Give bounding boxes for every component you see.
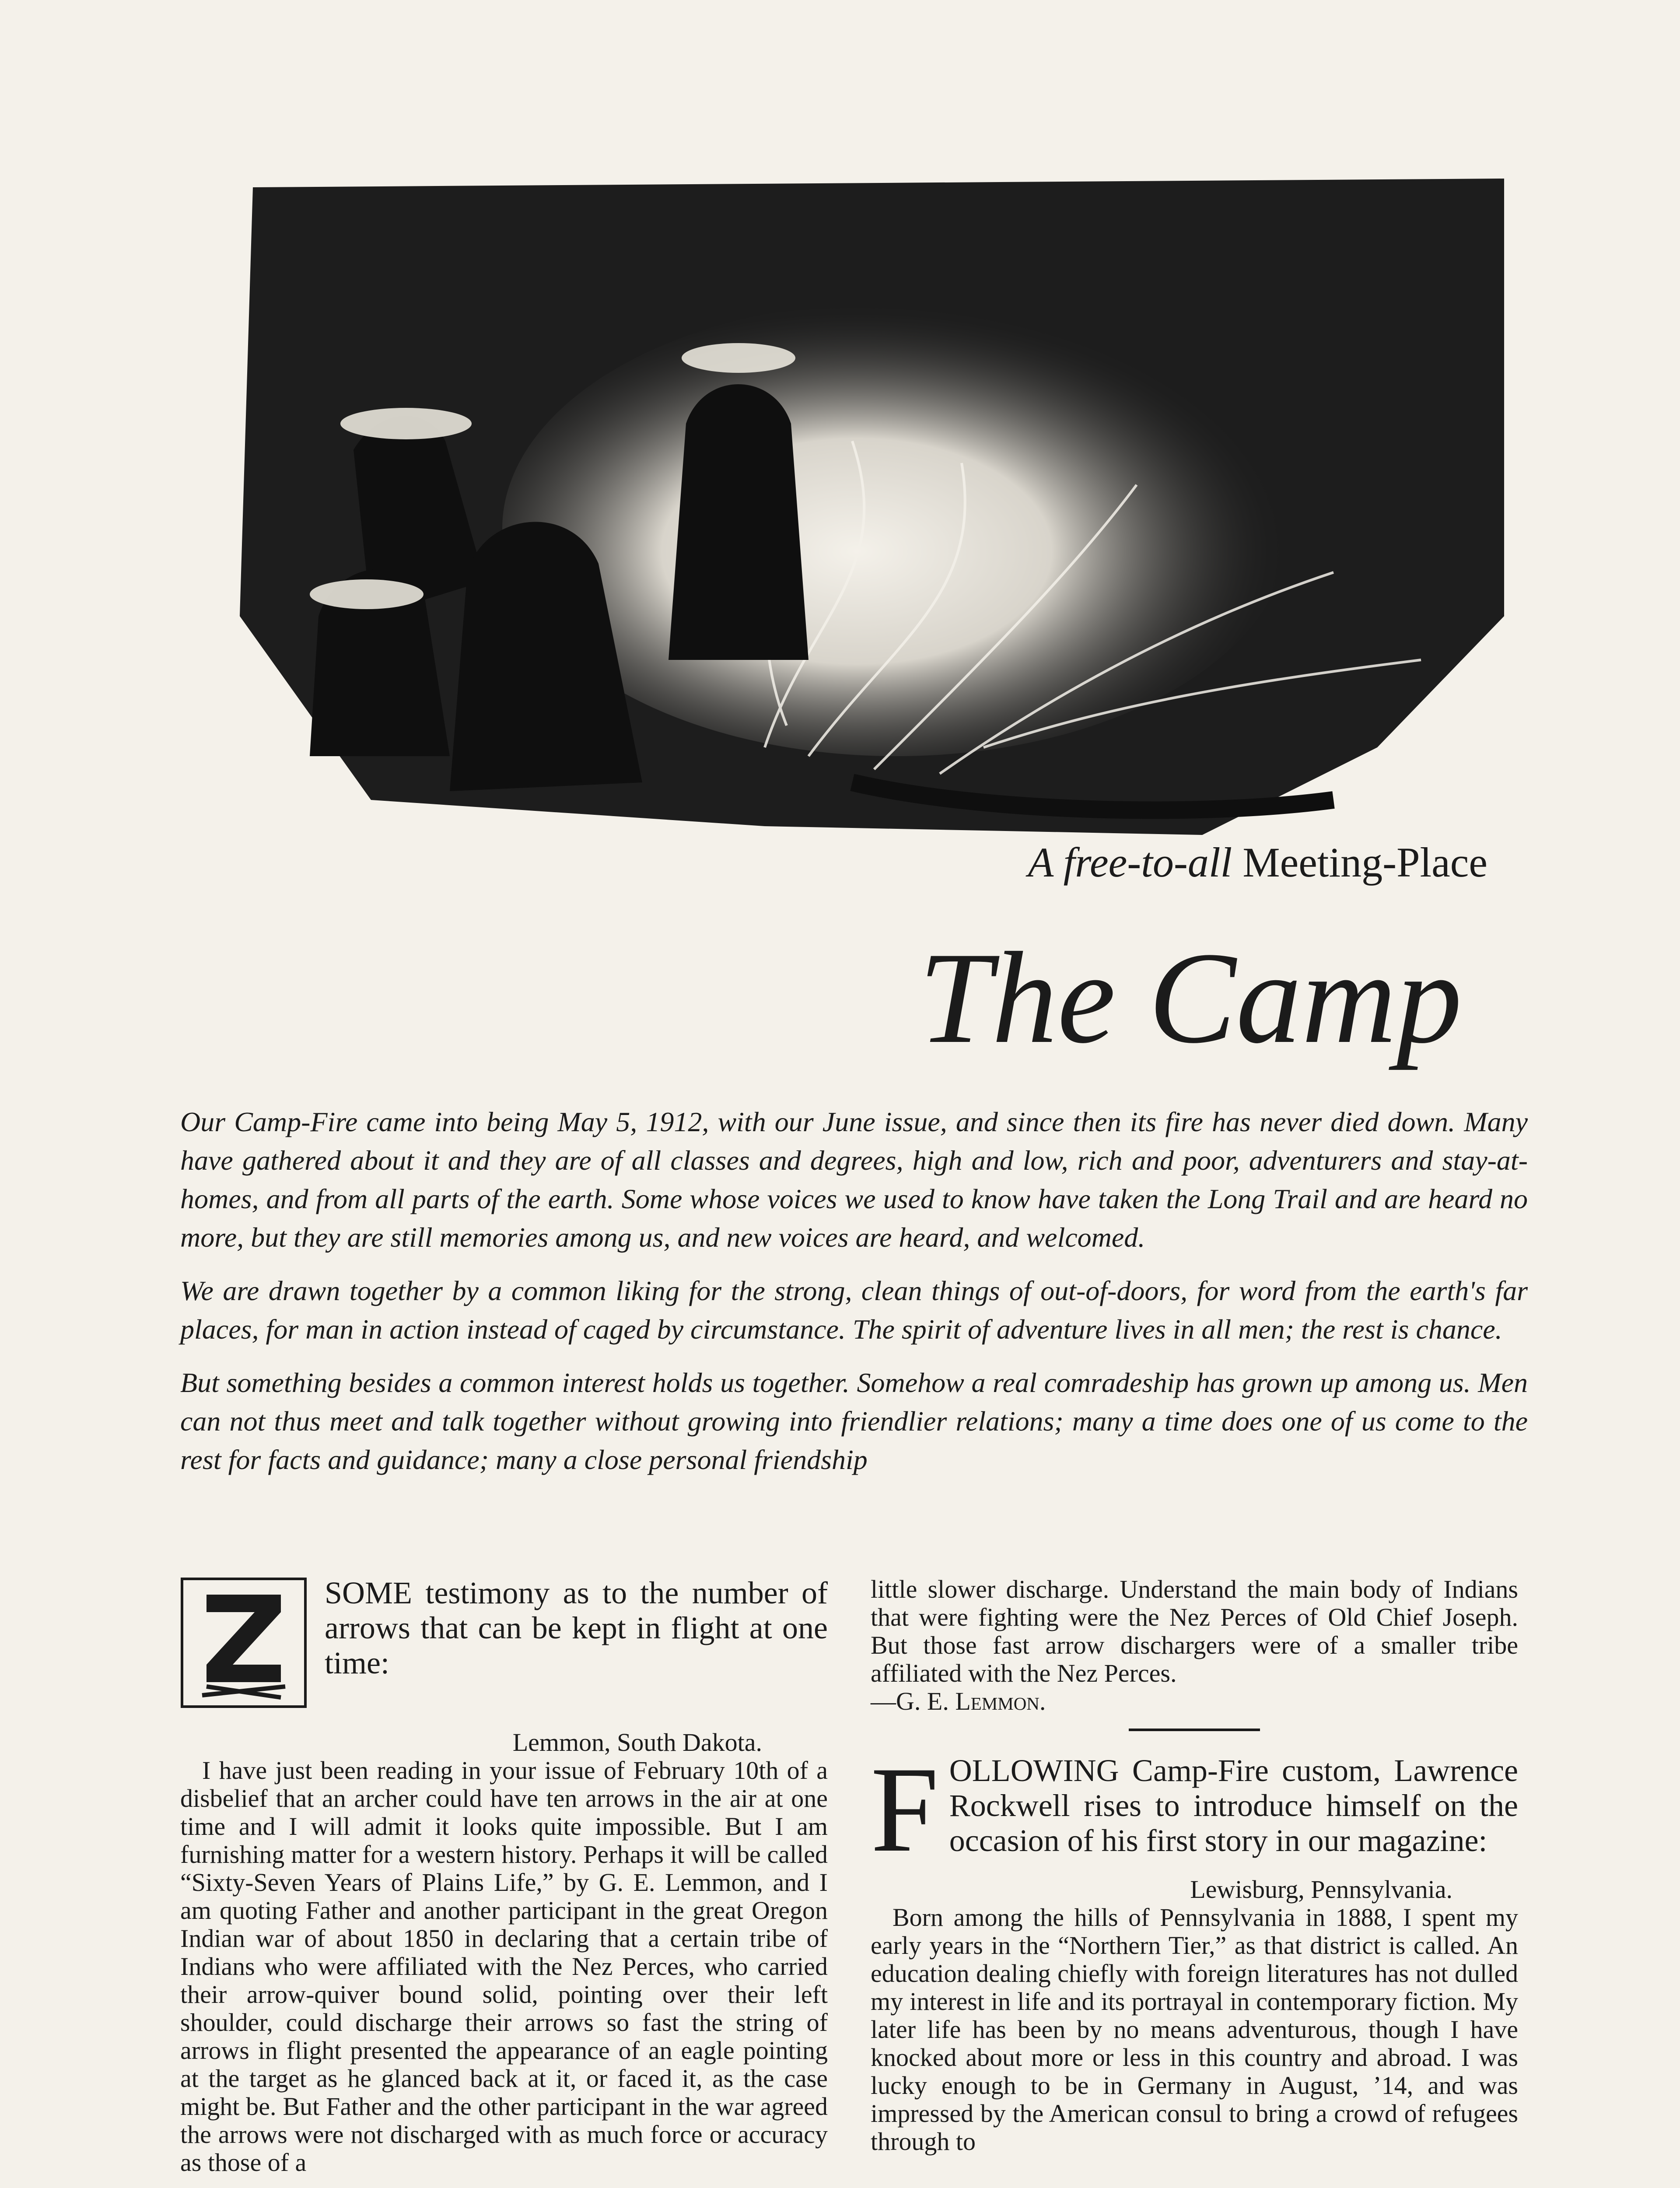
caption-plain: Meeting-Place — [1242, 839, 1488, 886]
intro-text — [180, 1103, 1528, 1494]
right-column — [871, 1575, 1518, 2156]
letter-body: I have just been reading in your issue of February 10th of a disbelief that an archer could have ten arrows in the air at one time and I will admit it looks quite impossible. But I am furnishing matter for a western history. Perhaps it will be called “Sixty-Seven Years of Plains Life,” by G. E. Lemmon, and I am quoting Father and another participant in the great Oregon Indian war of about 1850 in declaring that a certain tribe of Indians who were affiliated with the Nez Perces, who carried their arrow-quiver bound solid, pointing over their left shoulder, could discharge their arrows so fast the string of arrows in flight presented the appearance of an eagle pointing at the target as he glanced back at it, or faced it, as the case might be. But Father and the other participant in the war agreed the arrows were not discharged with as much force or accuracy as those of a — [180, 1756, 828, 2177]
campfire-dropcap-icon — [180, 1577, 307, 1708]
letter-body: Born among the hills of Pennsylvania in 1888, I spent my early years in the “Northern Tier,” as that district is called. An education dealing chiefly with foreign literatures has not dulled my interest in life and its portrayal in contemporary fiction. My later life has been by no means adventurous, though I have knocked about more or less in this country and abroad. I was lucky enough to be in Germany in August, ’14, and was impressed by the American consul to bring a crowd of refugees through to — [871, 1903, 1518, 2156]
section-divider — [1129, 1729, 1260, 1731]
left-column — [180, 1575, 828, 2177]
caption-italic: A free-to-all — [1028, 839, 1232, 886]
letter-continued: little slower discharge. Understand the main body of Indians that were fighting were the Nez Perces of Old Chief Joseph. But those fast arrow dischargers were of a smaller tribe affiliated with the Nez Perces. — [871, 1575, 1518, 1687]
lead-paragraph: OLLOWING Camp-Fire custom, Lawrence Rockwell rises to introduce himself on the occasion of his first story in our magazine: — [949, 1753, 1518, 1858]
intro-paragraph: We are drawn together by a common liking for the strong, clean things of out-of-doors, for word from the earth's far places, for man in action instead of caged by circumstance. The spirit of adventure lives in all men; the rest is chance. — [180, 1275, 1528, 1345]
lead-paragraph: SOME testimony as to the number of arrows that can be kept in flight at one time: — [325, 1575, 828, 1680]
intro-paragraph: Our Camp-Fire came into being May 5, 1912, with our June issue, and since then its fire has never died down. Many have gathered about it and they are of all classes and degrees, high and low, rich and poor, adventurers and stay-at-homes, and from all parts of the earth. Some whose voices we used to know have taken the Long Trail and are heard no more, but they are still memories among us, and new voices are heard, and welcomed. — [180, 1106, 1528, 1253]
section-caption — [980, 838, 1488, 887]
intro-paragraph: But something besides a common interest holds us together. Somehow a real comradeship has grown up among us. Men can not thus meet and talk together without growing into friendlier relations; many a time does one of us come to the rest for facts and guidance; many a close personal friendship — [180, 1367, 1528, 1475]
dateline: Lemmon, South Dakota. — [512, 1728, 762, 1757]
dropcap-letter: F — [871, 1741, 939, 1877]
page-title: The Camp — [919, 925, 1462, 1070]
dateline: Lewisburg, Pennsylvania. — [1190, 1875, 1452, 1904]
campfire-illustration — [240, 179, 1504, 835]
signature: —G. E. Lemmon. — [871, 1687, 1046, 1715]
